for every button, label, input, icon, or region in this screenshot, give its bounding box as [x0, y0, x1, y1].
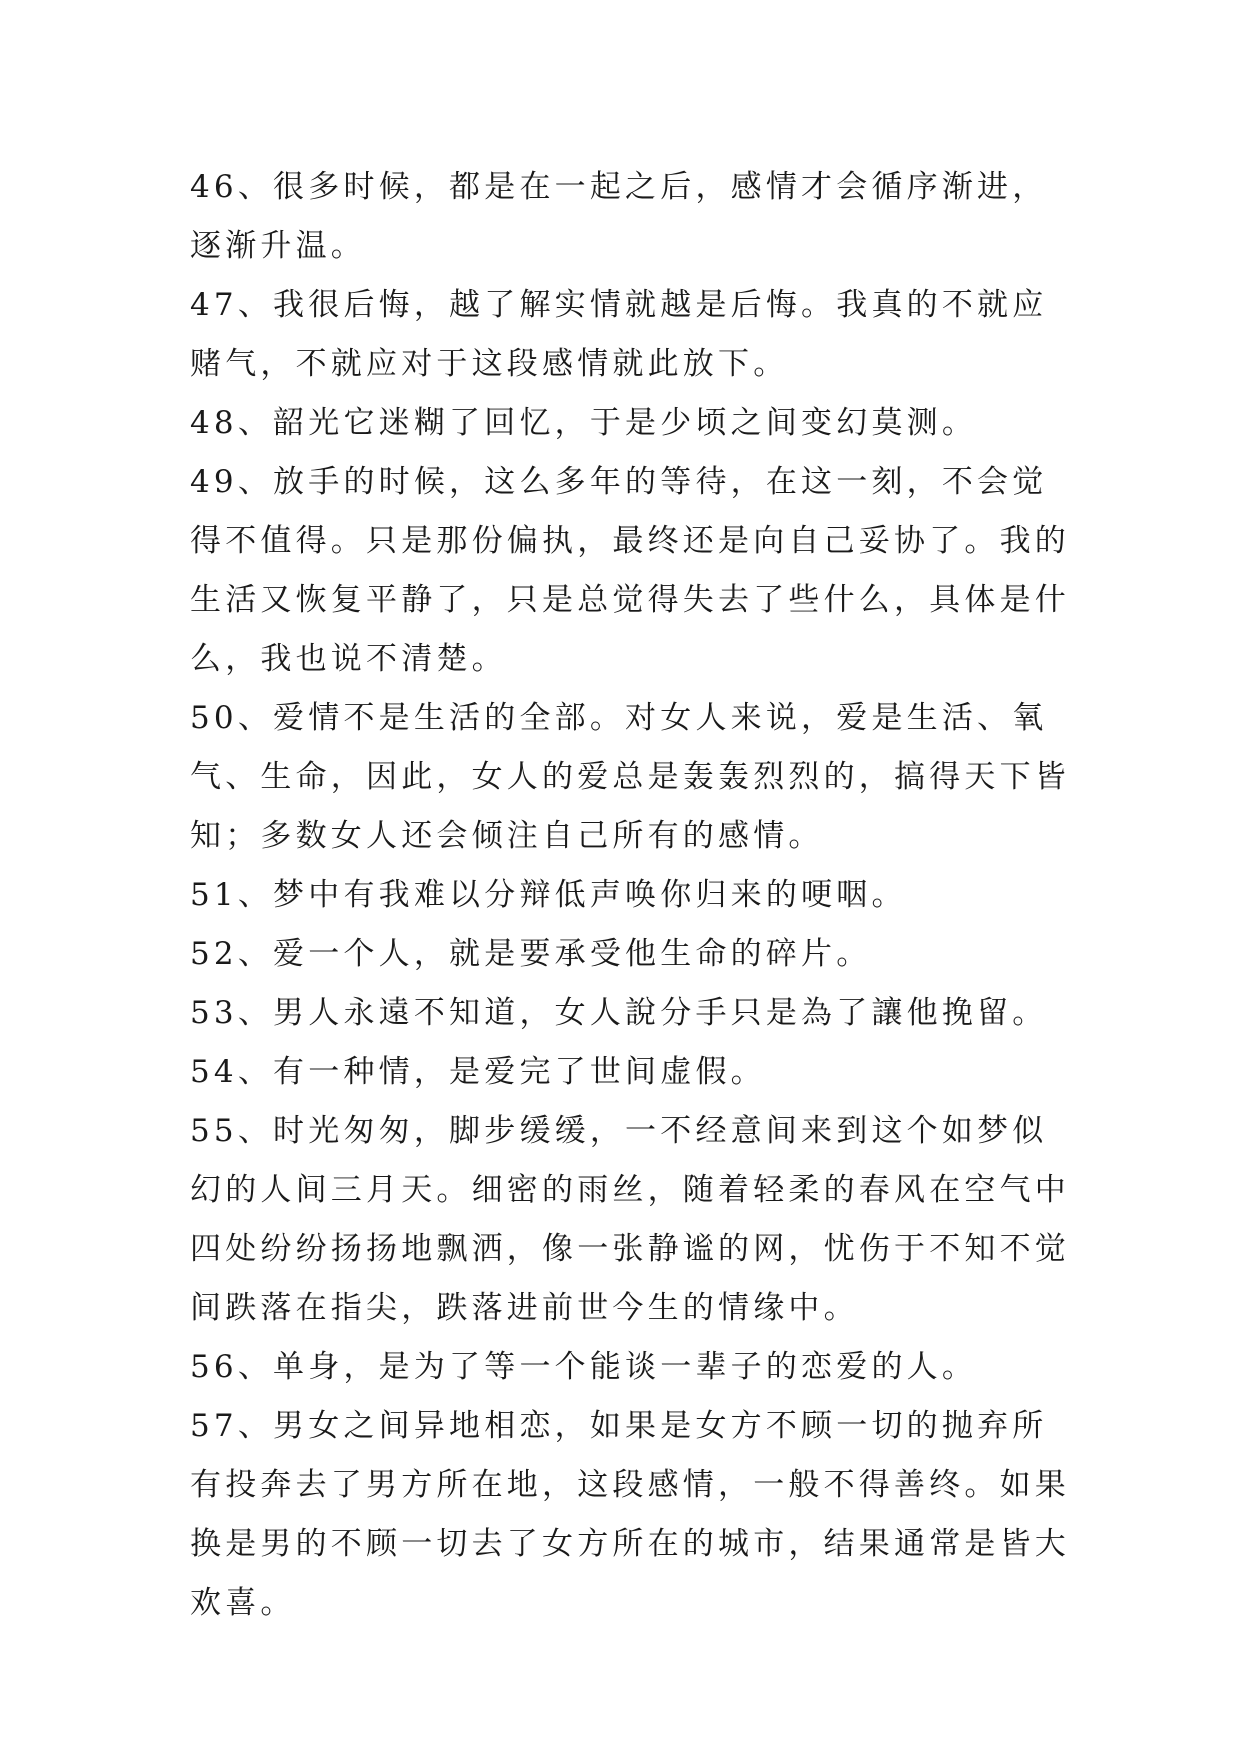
paragraph-49: 49、放手的时候，这么多年的等待，在这一刻，不会觉得不值得。只是那份偏执，最终还是向自己妥协了。我的生活又恢复平静了，只是总觉得失去了些什么，具体是什么，我也说不清楚。	[190, 464, 1070, 677]
paragraph-53: 53、男人永遠不知道，女人說分手只是為了讓他挽留。	[190, 995, 1048, 1031]
paragraph-51: 51、梦中有我难以分辩低声唤你归来的哽咽。	[190, 877, 907, 913]
paragraph-57: 57、男女之间异地相恋，如果是女方不顾一切的抛弃所有投奔去了男方所在地，这段感情，一般不得善终。如果换是男的不顾一切去了女方所在的城市，结果通常是皆大欢喜。	[190, 1408, 1070, 1621]
document-body	[190, 158, 1070, 1633]
paragraph-48: 48、韶光它迷糊了回忆，于是少顷之间变幻莫测。	[190, 405, 978, 441]
paragraph-50: 50、爱情不是生活的全部。对女人来说，爱是生活、氧气、生命，因此，女人的爱总是轰轰烈烈的，搞得天下皆知；多数女人还会倾注自己所有的感情。	[190, 700, 1070, 854]
paragraph-47: 47、我很后悔，越了解实情就越是后悔。我真的不就应赌气，不就应对于这段感情就此放下。	[190, 287, 1048, 382]
paragraph-54: 54、有一种情，是爱完了世间虚假。	[190, 1054, 766, 1090]
paragraph-55: 55、时光匆匆，脚步缓缓，一不经意间来到这个如梦似幻的人间三月天。细密的雨丝，随着轻柔的春风在空气中四处纷纷扬扬地飘洒，像一张静谧的网，忧伤于不知不觉间跌落在指尖，跌落进前世今生的情缘中。	[190, 1113, 1070, 1326]
paragraph-46: 46、很多时候，都是在一起之后，感情才会循序渐进，逐渐升温。	[190, 169, 1048, 264]
paragraph-56: 56、单身，是为了等一个能谈一辈子的恋爱的人。	[190, 1349, 978, 1385]
paragraph-52: 52、爱一个人，就是要承受他生命的碎片。	[190, 936, 872, 972]
